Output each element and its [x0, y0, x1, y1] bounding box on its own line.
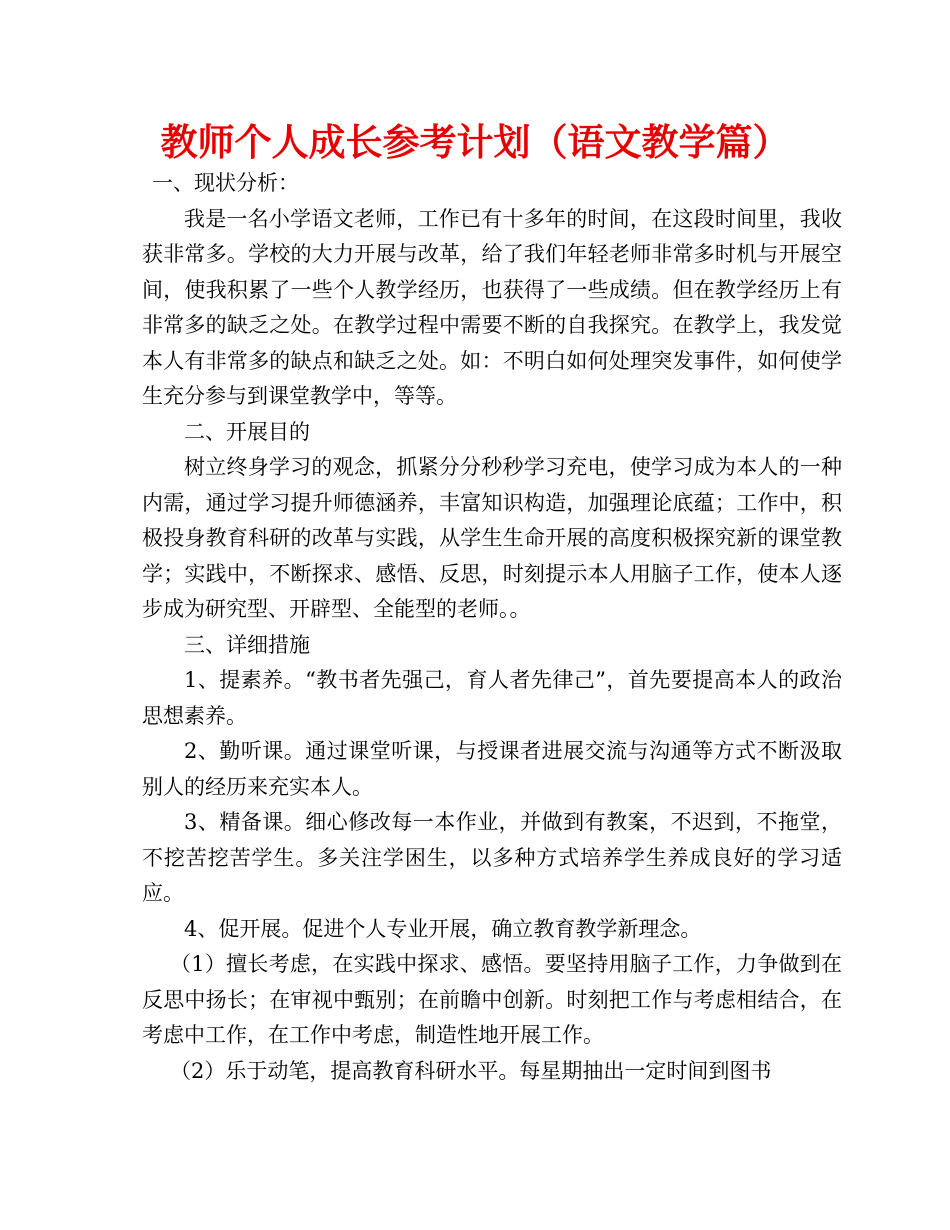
section-heading-goals: 二、开展目的	[184, 419, 310, 444]
section-heading-status: 一、现状分析：	[152, 171, 299, 195]
paragraph-measure-1: 1、提素养。“教书者先强己，育人者先律己”，首先要提高本人的政治思想素养。	[142, 668, 842, 728]
paragraph-sub-1: （1）擅长考虑，在实践中探求、感悟。要坚持用脑子工作，力争做到在反思中扬长；在审视中甄别；在前瞻中创新。时刻把工作与考虑相结合，在考虑中工作，在工作中考虑，制造性地开展工作。	[142, 952, 842, 1047]
paragraph-sub-2: （2）乐于动笔，提高教育科研水平。每星期抽出一定时间到图书	[170, 1058, 772, 1083]
paragraph-measure-2: 2、勤听课。通过课堂听课，与授课者进展交流与沟通等方式不断汲取别人的经历来充实本人。	[142, 739, 842, 799]
document-body	[142, 166, 842, 1089]
paragraph-status: 我是一名小学语文老师，工作已有十多年的时间，在这段时间里，我收获非常多。学校的大力开展与改革，给了我们年轻老师非常多时机与开展空间，使我积累了一些个人教学经历，也获得了一些成绩。但在教学经历上有非常多的缺乏之处。在教学过程中需要不断的自我探究。在教学上，我发觉本人有非常多的缺点和缺乏之处。如：不明白如何处理突发事件，如何使学生充分参与到课堂教学中，等等。	[142, 206, 842, 408]
section-heading-measures: 三、详细措施	[184, 632, 310, 657]
document-title: 教师个人成长参考计划（语文教学篇）	[160, 121, 790, 164]
paragraph-goals: 树立终身学习的观念，抓紧分分秒秒学习充电，使学习成为本人的一种内需，通过学习提升师德涵养，丰富知识构造，加强理论底蕴；工作中，积极投身教育科研的改革与实践，从学生生命开展的高度积极探究新的课堂教学；实践中，不断探求、感悟、反思，时刻提示本人用脑子工作，使本人逐步成为研究型、开辟型、全能型的老师。。	[142, 455, 842, 621]
paragraph-measure-3: 3、精备课。细心修改每一本作业，并做到有教案，不迟到，不拖堂，不挖苦挖苦学生。多关注学困生，以多种方式培养学生养成良好的学习适应。	[142, 810, 842, 905]
paragraph-measure-4: 4、促开展。促进个人专业开展，确立教育教学新理念。	[184, 916, 702, 941]
